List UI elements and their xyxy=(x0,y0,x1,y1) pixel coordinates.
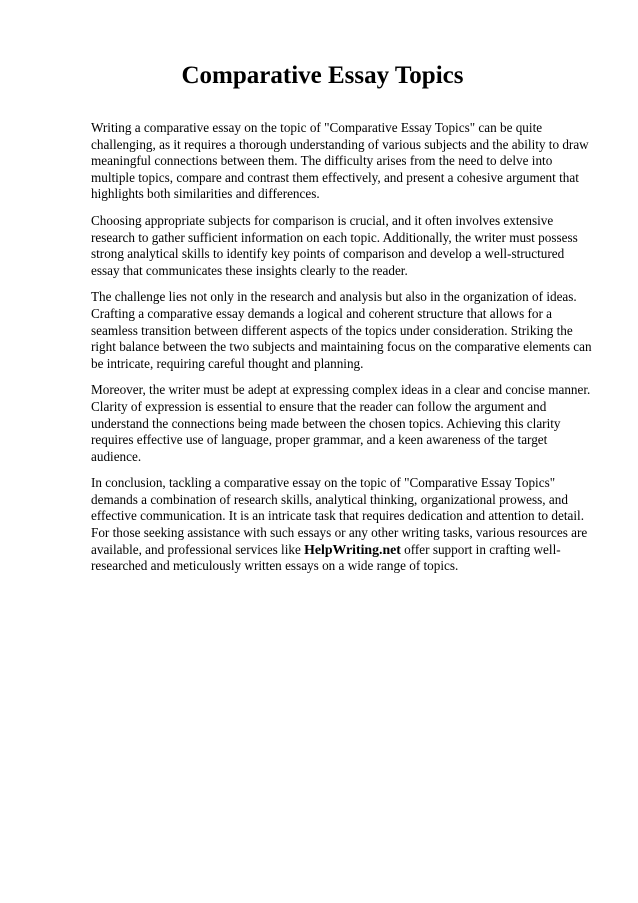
paragraph-organization: The challenge lies not only in the research and analysis but also in the organization of ideas. Crafting a comparative essay demands a logical and coherent structure that allows for a seamless transition between different aspects of the topics under consideration. Striking the right balance between the two subjects and maintaining focus on the comparative elements can be intricate, requiring careful thought and planning. xyxy=(91,289,592,371)
conclusion-text-before: In conclusion, tackling a comparative essay on the topic of "Comparative Essay Topics" demands a combination of research skills, analytical thinking, organizational prowess, and effective communication. It is an intricate task that requires dedication and attention to detail. For those seeking assistance with such essays or any other writing tasks, various resources are available, and professional services like xyxy=(91,475,588,557)
document-title: Comparative Essay Topics xyxy=(181,62,464,89)
brand-name: HelpWriting.net xyxy=(304,541,401,557)
paragraph-conclusion xyxy=(91,475,596,575)
conclusion-text-after: offer support in crafting well-researched and meticulously written essays on a wide range of topics. xyxy=(91,541,561,574)
paragraph-subjects: Choosing appropriate subjects for comparison is crucial, and it often involves extensive research to gather sufficient information on each topic. Additionally, the writer must possess strong analytical skills to identify key points of comparison and develop a well-structured essay that communicates these insights clearly to the reader. xyxy=(91,212,578,278)
paragraph-intro: Writing a comparative essay on the topic of "Comparative Essay Topics" can be quite challenging, as it requires a thorough understanding of various subjects and the ability to draw meaningful connections between them. The difficulty arises from the need to delve into multiple topics, compare and contrast them effectively, and present a cohesive argument that highlights both similarities and differences. xyxy=(91,120,589,202)
paragraph-clarity: Moreover, the writer must be adept at expressing complex ideas in a clear and concise manner. Clarity of expression is essential to ensure that the reader can follow the argument and understand the connections being made between the chosen topics. Achieving this clarity requires effective use of language, proper grammar, and a keen awareness of the target audience. xyxy=(91,382,591,464)
